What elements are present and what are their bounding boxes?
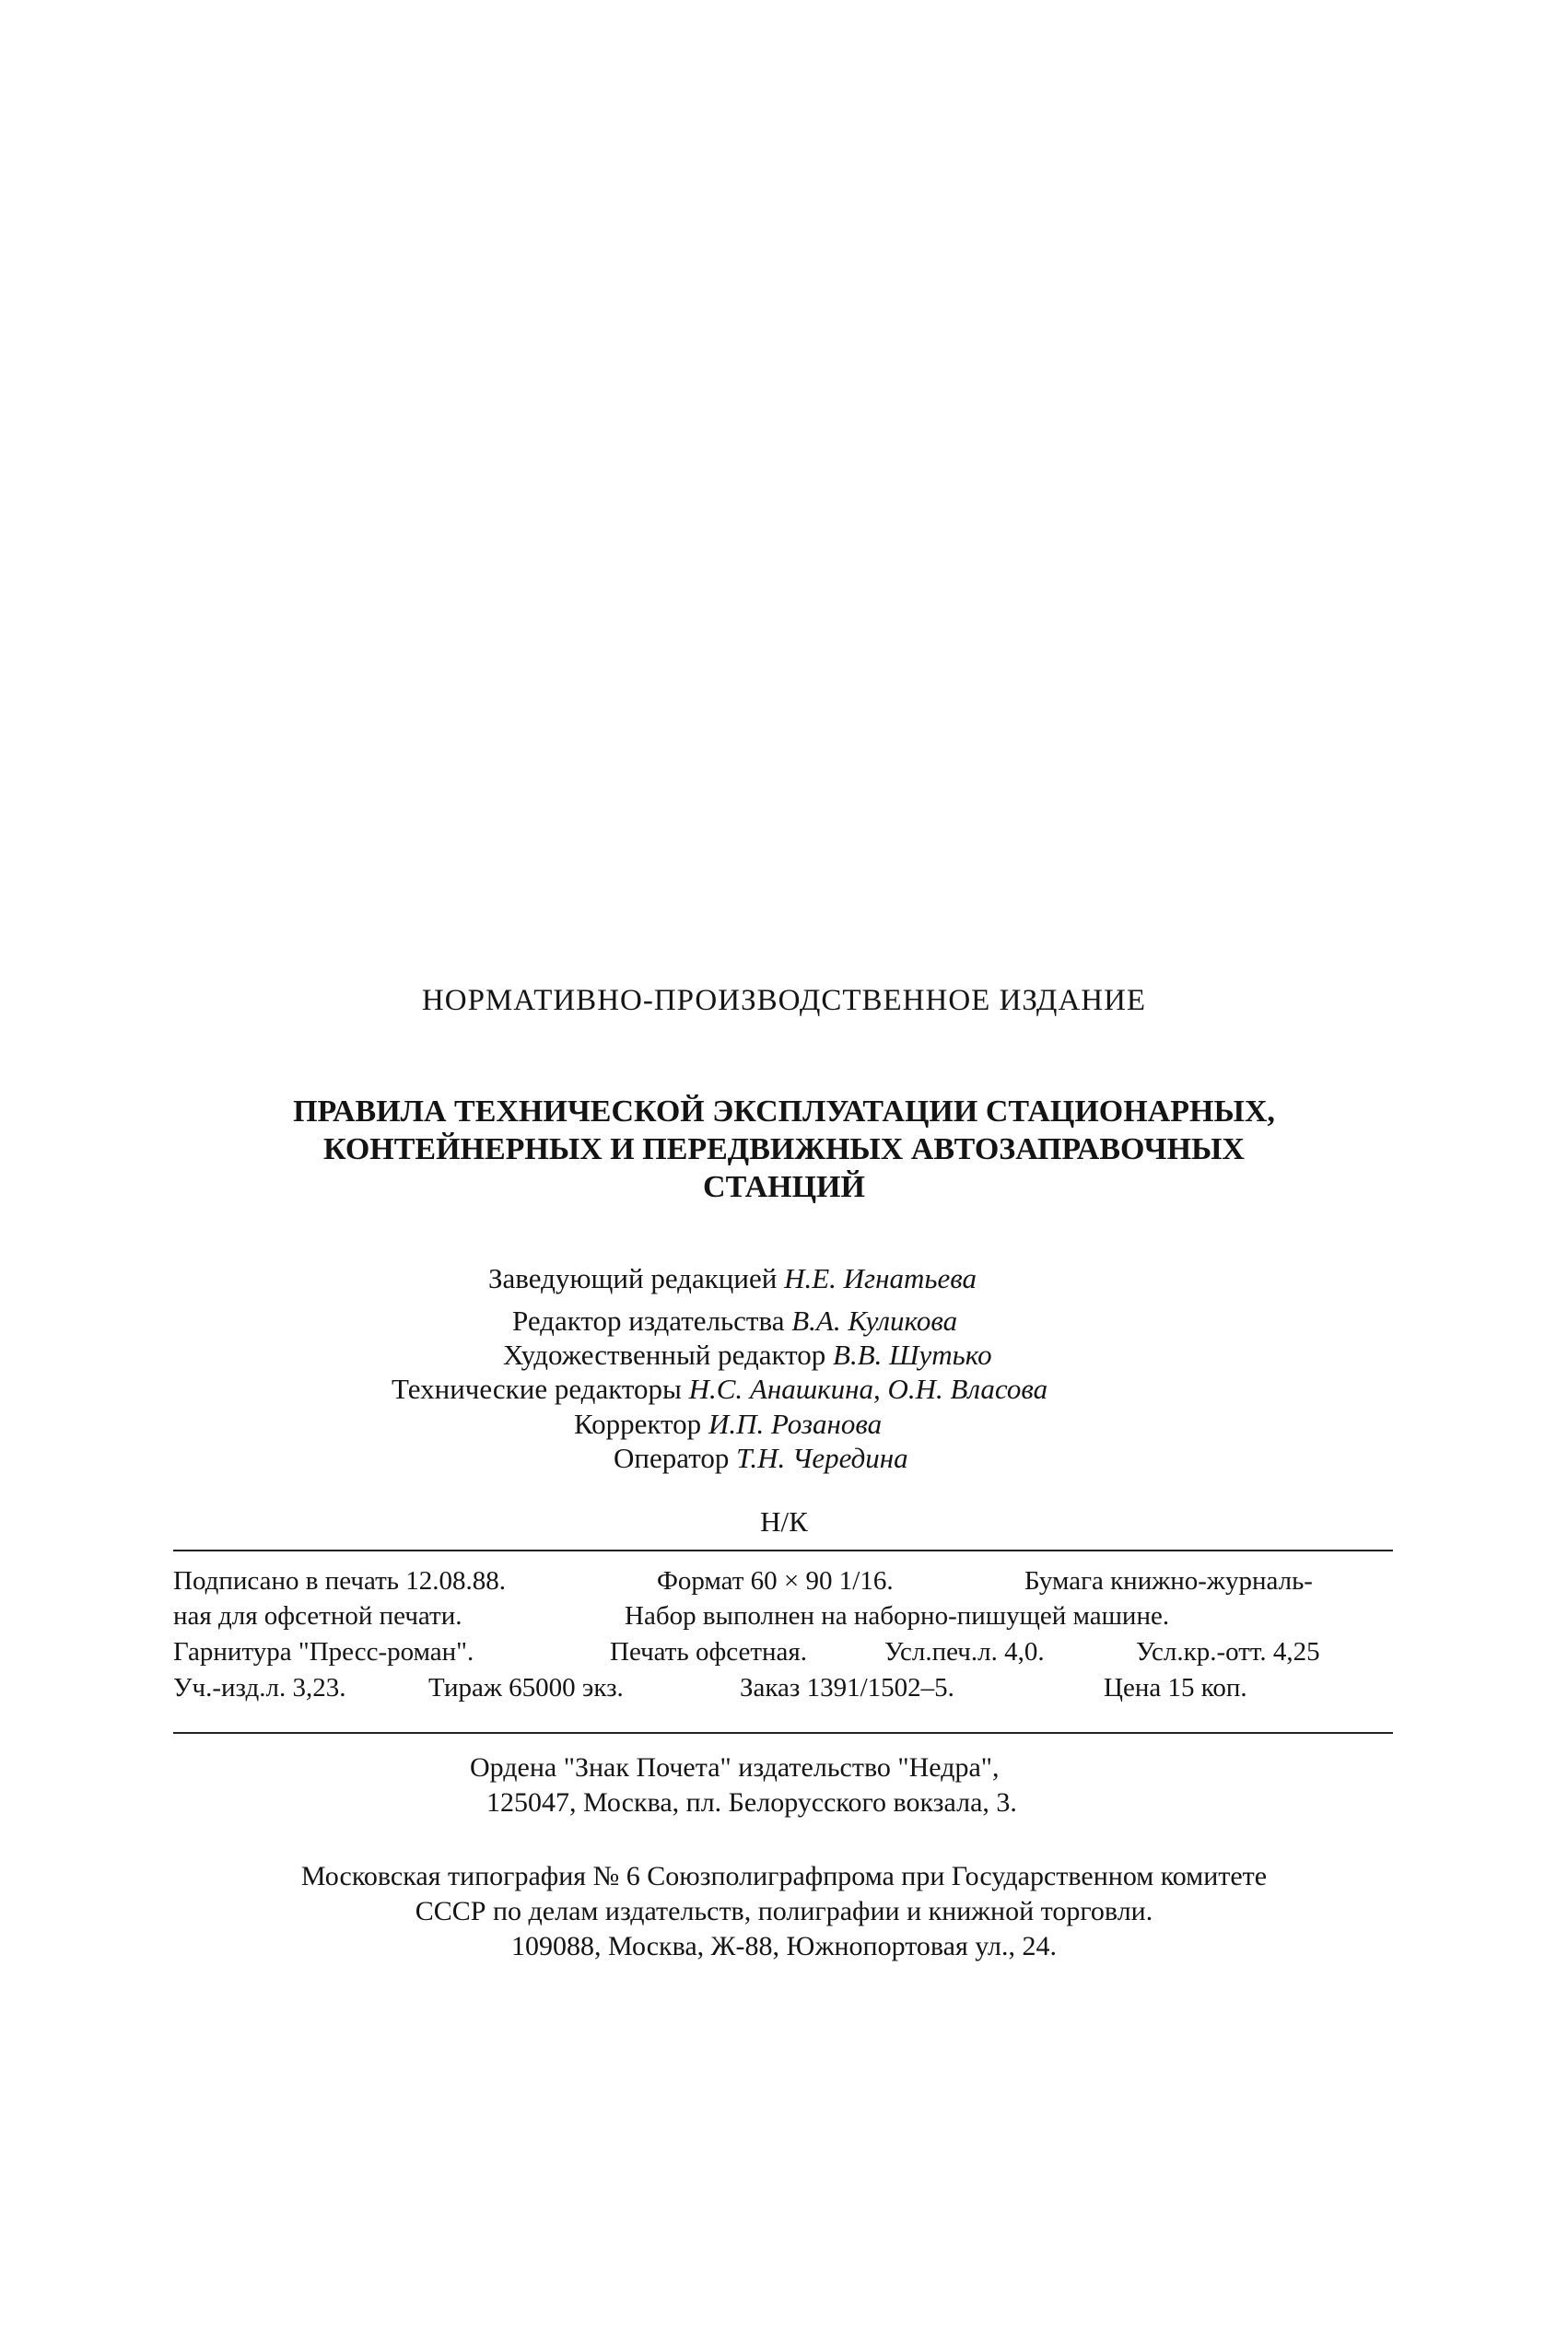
credit-names: В.А. Куликова bbox=[791, 1305, 958, 1337]
title-line-3: СТАНЦИЙ bbox=[703, 1170, 865, 1204]
bottom-divider bbox=[173, 1732, 1393, 1734]
top-divider bbox=[173, 1550, 1393, 1551]
spec-price: Цена 15 коп. bbox=[1104, 1673, 1247, 1703]
spec-paper-a: Бумага книжно-журналь- bbox=[1024, 1566, 1313, 1596]
credit-names: В.В. Шутько bbox=[833, 1339, 992, 1371]
credit-names: И.П. Розанова bbox=[708, 1408, 883, 1440]
spec-color-prints: Усл.кр.-отт. 4,25 bbox=[1136, 1637, 1320, 1667]
spec-printing: Печать офсетная. bbox=[610, 1637, 807, 1667]
spec-format: Формат 60 × 90 1/16. bbox=[657, 1566, 894, 1596]
code: Н/К bbox=[760, 1505, 808, 1538]
credit-names: Н.Е. Игнатьева bbox=[784, 1262, 977, 1294]
printer-line-3: 109088, Москва, Ж-88, Южнопортовая ул., 24. bbox=[511, 1931, 1057, 1961]
spec-sheets: Усл.печ.л. 4,0. bbox=[884, 1637, 1045, 1667]
spec-typing: Набор выполнен на наборно-пишущей машине. bbox=[625, 1601, 1170, 1631]
credit-role: Оператор bbox=[614, 1442, 730, 1474]
publisher-line-2: 125047, Москва, пл. Белорусского вокзала, 3. bbox=[486, 1787, 1017, 1818]
credit-role: Художественный редактор bbox=[503, 1339, 826, 1371]
credit-art-editor bbox=[503, 1340, 992, 1369]
credit-operator bbox=[614, 1444, 908, 1472]
credit-role: Технические редакторы bbox=[392, 1373, 682, 1405]
printer-line-2: СССР по делам издательств, полиграфии и книжной торговли. bbox=[415, 1896, 1153, 1926]
credit-publishing-editor bbox=[512, 1306, 957, 1335]
spec-paper-b: ная для офсетной печати. bbox=[173, 1601, 462, 1631]
credit-head-editor bbox=[488, 1264, 977, 1293]
spec-circulation: Тираж 65000 экз. bbox=[428, 1673, 624, 1703]
credit-role: Редактор издательства bbox=[512, 1305, 785, 1337]
edition-type: НОРМАТИВНО-ПРОИЗВОДСТВЕННОЕ ИЗДАНИЕ bbox=[421, 984, 1147, 1017]
credit-names: Т.Н. Чередина bbox=[736, 1442, 908, 1474]
spec-order: Заказ 1391/1502–5. bbox=[740, 1673, 954, 1703]
credit-proofreader bbox=[574, 1410, 882, 1438]
title-line-1: ПРАВИЛА ТЕХНИЧЕСКОЙ ЭКСПЛУАТАЦИИ СТАЦИОНАРНЫХ, bbox=[293, 1094, 1275, 1129]
spec-typeface: Гарнитура "Пресс-роман". bbox=[173, 1637, 474, 1667]
credit-role: Заведующий редакцией bbox=[488, 1262, 778, 1294]
spec-signed: Подписано в печать 12.08.88. bbox=[173, 1566, 506, 1596]
credit-technical-editors bbox=[392, 1375, 1047, 1403]
title-line-2: КОНТЕЙНЕРНЫХ И ПЕРЕДВИЖНЫХ АВТОЗАПРАВОЧНЫХ bbox=[323, 1132, 1245, 1166]
credit-role: Корректор bbox=[574, 1408, 702, 1440]
publisher-line-1: Ордена "Знак Почета" издательство "Недра", bbox=[470, 1752, 1000, 1783]
printer-line-1: Московская типография № 6 Союзполиграфпрома при Государственном комитете bbox=[300, 1861, 1268, 1891]
credit-names: Н.С. Анашкина, О.Н. Власова bbox=[688, 1373, 1048, 1405]
spec-edit-sheets: Уч.-изд.л. 3,23. bbox=[173, 1673, 346, 1703]
